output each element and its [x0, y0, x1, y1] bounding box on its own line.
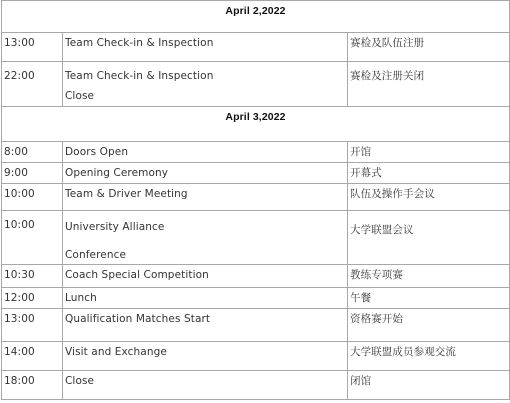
event-cn-cell: 大学联盟成员参观交流	[348, 342, 510, 371]
table-row	[2, 62, 510, 107]
event-cn-cell: 开幕式	[348, 163, 510, 184]
event-cell: Team Check-in & Inspection Close	[63, 62, 348, 107]
time-cell: 14:00	[2, 342, 63, 371]
table-row	[2, 163, 510, 184]
table-row	[2, 342, 510, 371]
event-cn-cell: 队伍及操作手会议	[348, 184, 510, 211]
table-row	[2, 142, 510, 163]
event-cn-cell: 开馆	[348, 142, 510, 163]
table-row	[2, 288, 510, 309]
event-cn-cell: 教练专项赛	[348, 265, 510, 288]
event-cell: Team & Driver Meeting	[63, 184, 348, 211]
event-cn-cell: 赛检及队伍注册	[348, 33, 510, 62]
time-cell: 8:00	[2, 142, 63, 163]
schedule-table	[1, 0, 510, 400]
day-date: April 3,2022	[2, 107, 510, 142]
event-cell: Qualification Matches Start	[63, 309, 348, 342]
event-cell: Team Check-in & Inspection	[63, 33, 348, 62]
event-cell: Coach Special Competition	[63, 265, 348, 288]
event-cell: Lunch	[63, 288, 348, 309]
time-cell: 12:00	[2, 288, 63, 309]
table-row	[2, 265, 510, 288]
time-cell: 10:00	[2, 184, 63, 211]
event-cn-cell: 闭馆	[348, 371, 510, 400]
time-cell: 10:00	[2, 211, 63, 265]
time-cell: 18:00	[2, 371, 63, 400]
event-cell: Doors Open	[63, 142, 348, 163]
event-cell: Opening Ceremony	[63, 163, 348, 184]
time-cell: 13:00	[2, 33, 63, 62]
table-row	[2, 309, 510, 342]
time-cell: 22:00	[2, 62, 63, 107]
event-cn-cell: 大学联盟会议	[348, 211, 510, 265]
table-row	[2, 371, 510, 400]
table-row	[2, 184, 510, 211]
table-row	[2, 33, 510, 62]
event-cn-cell: 资格赛开始	[348, 309, 510, 342]
time-cell: 13:00	[2, 309, 63, 342]
table-row	[2, 211, 510, 265]
event-cn-cell: 赛检及注册关闭	[348, 62, 510, 107]
time-cell: 9:00	[2, 163, 63, 184]
event-cn-cell: 午餐	[348, 288, 510, 309]
day-date: April 2,2022	[2, 1, 510, 33]
event-cell: Visit and Exchange	[63, 342, 348, 371]
day-header-row	[2, 107, 510, 142]
time-cell: 10:30	[2, 265, 63, 288]
event-cell: University Alliance Conference	[63, 211, 348, 265]
event-cell: Close	[63, 371, 348, 400]
day-header-row	[2, 1, 510, 33]
